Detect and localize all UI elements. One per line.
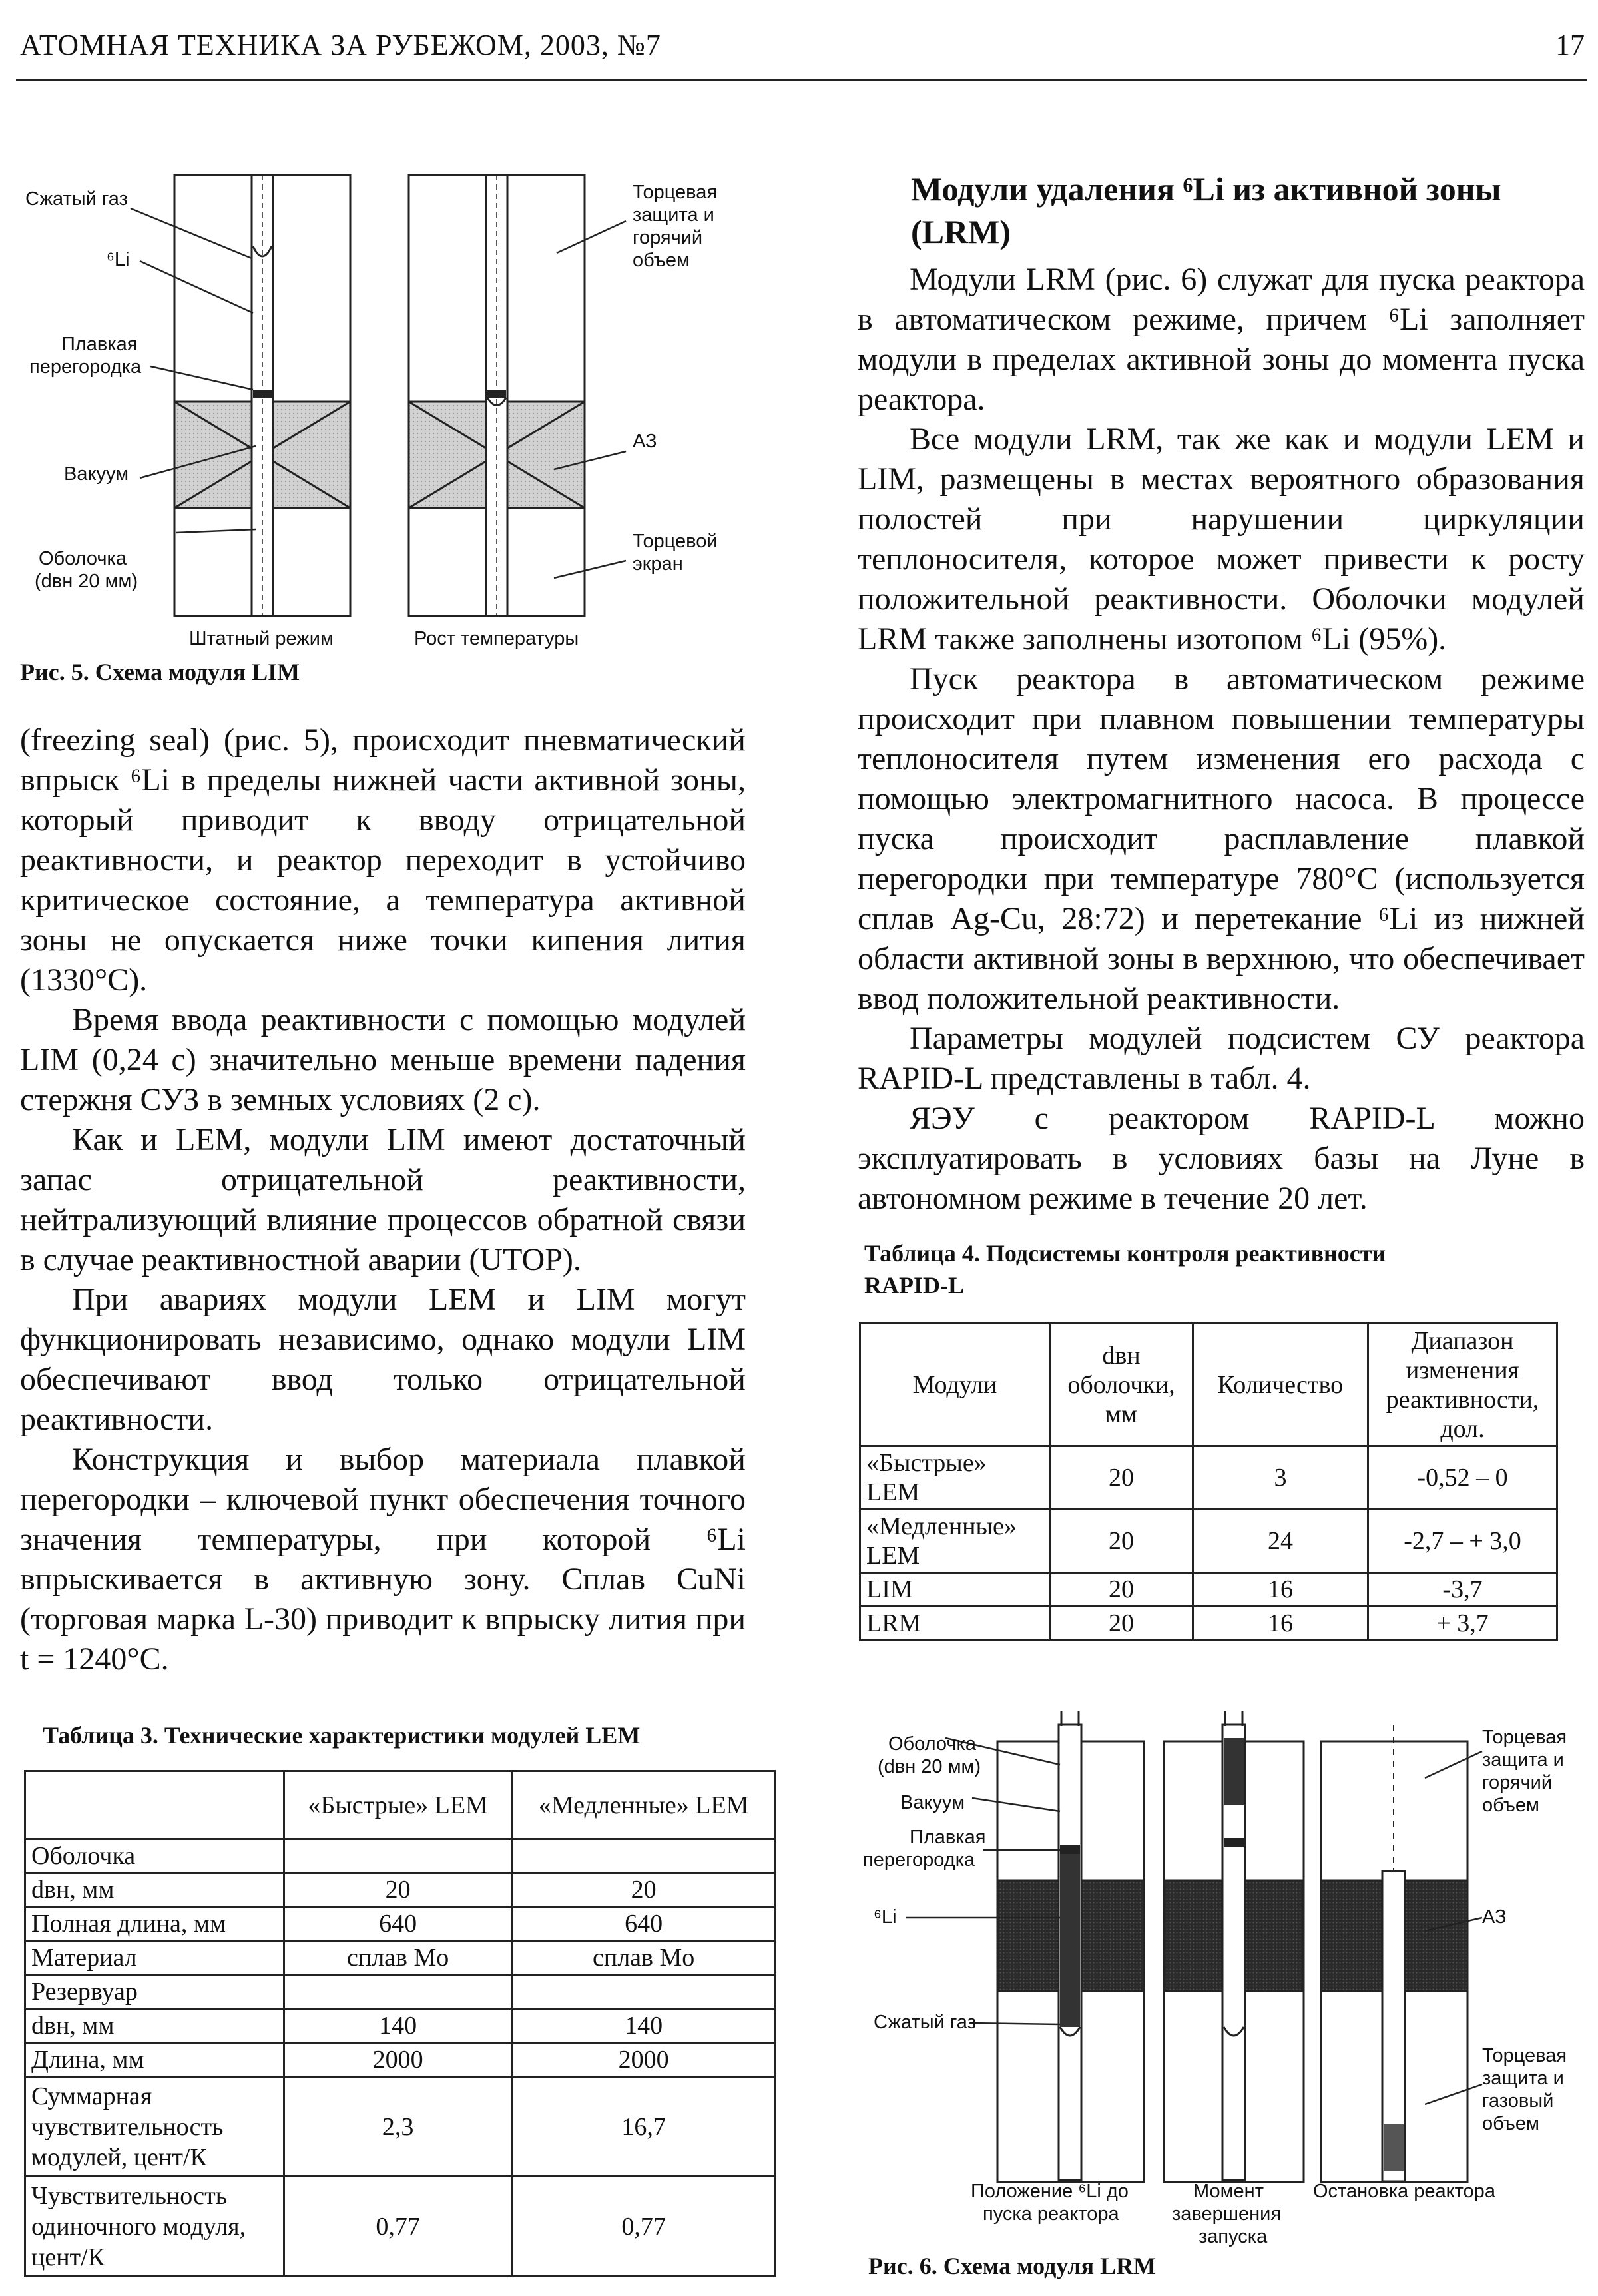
left-paragraph-1: (freezing seal) (рис. 5), происходит пневматический впрыск ⁶Li в пределы нижней части активной зоны, который приводит к вводу отрицательной реактивности, и реактор переходит в устойчиво критическое состояние, а температура активной зоны не опускается ниже точки кипения лития (1330°С). (20, 722, 746, 998)
fig5-label-partition-1: Плавкая (61, 334, 138, 355)
table4-cell: 20 (1050, 1573, 1193, 1607)
left-paragraph-5: Конструкция и выбор материала плавкой перегородки – ключевой пункт обеспечения точного значения температуры, при которой ⁶Li впрыскивается в активную зону. Сплав CuNi (торговая марка L-30) приводит к впрыску лития при t = 1240°С. (20, 1442, 746, 1677)
table4-head-cell: Модули (860, 1324, 1050, 1446)
table4-cell: 20 (1050, 1510, 1193, 1573)
page-number: 17 (1555, 29, 1585, 61)
table3-cell: 20 (284, 1873, 512, 1907)
table3-cell: 2000 (512, 2043, 776, 2077)
fig6-label-endshield-bot-3: газовый (1482, 2090, 1554, 2112)
table3-head-cell: «Медленные» LEM (512, 1771, 776, 1839)
table-row (25, 1907, 776, 1941)
table4-cell: «Быстрые» LEM (860, 1446, 1050, 1510)
fig6-label-cladding-2: (dвн 20 мм) (878, 1756, 981, 1777)
table3-cell: Оболочка (25, 1839, 284, 1873)
fig6-label-pos2-c: запуска (1198, 2226, 1268, 2247)
table3-cell (284, 1839, 512, 1873)
fig5-label-endshield-4: объем (633, 250, 690, 271)
fig6-label-gas: Сжатый газ (874, 2012, 976, 2033)
fig5-label-vacuum: Вакуум (64, 463, 129, 485)
section-heading: Модули удаления ⁶Li из активной зоны (LRM) (911, 170, 1501, 250)
table3-cell: Материал (25, 1941, 284, 1975)
fig6-label-li: ⁶Li (874, 1906, 897, 1928)
table3-cell (512, 1975, 776, 2009)
table3-cell: Полная длина, мм (25, 1907, 284, 1941)
fig5-label-normal-mode: Штатный режим (189, 628, 334, 649)
table3-caption: Таблица 3. Технические характеристики модулей LEM (43, 1722, 641, 1749)
table4-head-cell: dвн оболочки, мм (1050, 1324, 1193, 1446)
table3-cell (512, 1839, 776, 1873)
fig6-label-cladding-1: Оболочка (888, 1733, 976, 1755)
fig5-label-endscreen-2: экран (633, 553, 683, 575)
table4-cell: 20 (1050, 1446, 1193, 1510)
table3-cell: сплав Mo (284, 1941, 512, 1975)
table3-corner-cell (25, 1771, 284, 1839)
table4-head-cell: Диапазон изменения реактивности, дол. (1368, 1324, 1557, 1446)
fig6-label-pos3: Остановка реактора (1313, 2181, 1495, 2202)
table-row (25, 2177, 776, 2277)
table3-cell: 16,7 (512, 2077, 776, 2177)
table3-cell: dвн, мм (25, 2009, 284, 2043)
table4-cell: 24 (1193, 1510, 1368, 1573)
table3-cell: 2000 (284, 2043, 512, 2077)
table-row (25, 1873, 776, 1907)
table3-cell (284, 1975, 512, 2009)
right-paragraph-1: Модули LRM (рис. 6) служат для пуска реактора в автоматическом режиме, причем ⁶Li заполняет модули в пределах активной зоны до момента пуска реактора. (858, 262, 1585, 417)
table-row (25, 2077, 776, 2177)
fig5-label-endscreen-1: Торцевой (633, 531, 718, 552)
fig5-label-endshield-2: защита и (633, 204, 714, 226)
fig5-caption: Рис. 5. Схема модуля LIM (20, 659, 300, 685)
table-row (860, 1573, 1557, 1607)
journal-title: АТОМНАЯ ТЕХНИКА ЗА РУБЕЖОМ, 2003, №7 (20, 29, 661, 61)
table4-cell: 3 (1193, 1446, 1368, 1510)
table3-cell: 640 (512, 1907, 776, 1941)
fig6-label-core: АЗ (1482, 1906, 1507, 1928)
table4-header-row (860, 1324, 1557, 1446)
table-row (860, 1510, 1557, 1573)
left-column-text (20, 720, 746, 1679)
right-paragraph-2: Все модули LRM, так же как и модули LEM и LIM, размещены в местах вероятного образования полостей при нарушении циркуляции теплоносителя, которое может привести к росту положительной реактивности. Оболочки модулей LRM также заполнены изотопом ⁶Li (95%). (858, 422, 1585, 657)
table3-head-cell: «Быстрые» LEM (284, 1771, 512, 1839)
table4-cell: 16 (1193, 1573, 1368, 1607)
fig6-label-pos2-b: завершения (1172, 2203, 1282, 2225)
fig6-label-endshield-top-4: объем (1482, 1795, 1539, 1816)
table4-cell: -2,7 – + 3,0 (1368, 1510, 1557, 1573)
table3-cell: 140 (284, 2009, 512, 2043)
table4-cell: 20 (1050, 1607, 1193, 1641)
left-paragraph-3: Как и LEM, модули LIM имеют достаточный запас отрицательной реактивности, нейтрализующий влияние процессов обратной связи в случае реактивностной аварии (UTOP). (20, 1122, 746, 1277)
table3-cell: Резервуар (25, 1975, 284, 2009)
table4-cell: 16 (1193, 1607, 1368, 1641)
right-paragraph-4: Параметры модулей подсистем СУ реактора RAPID-L представлены в табл. 4. (858, 1021, 1585, 1096)
table3-cell: 140 (512, 2009, 776, 2043)
fig6-label-endshield-top-3: горячий (1482, 1772, 1553, 1793)
table3-header-row (25, 1771, 776, 1839)
fig6-label-partition-2: перегородка (863, 1849, 975, 1870)
fig5-label-core: АЗ (633, 431, 657, 452)
header-rule (16, 79, 1587, 81)
figure-6-diagram (852, 1711, 1585, 2204)
fig5-label-cladding-2: (dвн 20 мм) (35, 571, 138, 592)
right-paragraph-5: ЯЭУ с реактором RAPID-L можно эксплуатировать в условиях базы на Луне в автономном режиме в течение 20 лет. (858, 1101, 1585, 1216)
right-paragraph-3: Пуск реактора в автоматическом режиме происходит при плавном повышении температуры теплоносителя путем изменения его расхода с помощью электромагнитного насоса. В процессе пуска происходит расплавление плавкой перегородки при температуре 780°С (используется сплав Ag-Cu, 28:72) и перетекание ⁶Li из нижней области активной зоны в верхнюю, что обеспечивает ввод положительной реактивности. (858, 661, 1585, 1016)
left-paragraph-4: При авариях модули LEM и LIM могут функционировать независимо, однако модули LIM обеспечивают ввод только отрицательной реактивности. (20, 1282, 746, 1437)
fig6-label-partition-1: Плавкая (910, 1827, 986, 1848)
fig5-label-partition-2: перегородка (29, 356, 142, 378)
table-row (25, 1941, 776, 1975)
fig5-label-endshield-3: горячий (633, 227, 703, 248)
table4-head-cell: Количество (1193, 1324, 1368, 1446)
fig5-label-cladding-1: Оболочка (39, 548, 127, 569)
fig5-label-li: ⁶Li (107, 249, 130, 270)
fig5-label-endshield-1: Торцевая (633, 182, 718, 203)
fig6-label-pos1-a: Положение ⁶Li до (971, 2181, 1129, 2202)
table4 (859, 1322, 1558, 1641)
table-row (25, 1839, 776, 1873)
table4-cell: LRM (860, 1607, 1050, 1641)
table3-cell: Чувствительность одиночного модуля, цент/К (25, 2177, 284, 2277)
table4-cell: -3,7 (1368, 1573, 1557, 1607)
fig6-label-endshield-top-1: Торцевая (1482, 1727, 1567, 1748)
table3-cell: Длина, мм (25, 2043, 284, 2077)
table4-cell: -0,52 – 0 (1368, 1446, 1557, 1510)
table3-cell: 0,77 (284, 2177, 512, 2277)
fig6-label-vacuum: Вакуум (900, 1792, 965, 1813)
table3-cell: 20 (512, 1873, 776, 1907)
table3 (24, 1770, 776, 2277)
table3-cell: 640 (284, 1907, 512, 1941)
fig6-label-endshield-top-2: защита и (1482, 1749, 1564, 1771)
fig6-caption: Рис. 6. Схема модуля LRM (868, 2253, 1157, 2279)
fig6-label-endshield-bot-4: объем (1482, 2113, 1539, 2134)
table4-cell: + 3,7 (1368, 1607, 1557, 1641)
fig6-label-pos1-b: пуска реактора (983, 2203, 1119, 2225)
table4-cell: «Медленные» LEM (860, 1510, 1050, 1573)
table-row (25, 2009, 776, 2043)
table3-cell: dвн, мм (25, 1873, 284, 1907)
table-row (25, 2043, 776, 2077)
right-column-text (858, 260, 1585, 1219)
fig6-label-pos2-a: Момент (1193, 2181, 1264, 2202)
fig5-label-temp-rise: Рост температуры (414, 628, 579, 649)
table4-caption-line1: Таблица 4. Подсистемы контроля реактивности (864, 1240, 1386, 1267)
fig5-label-gas: Сжатый газ (25, 188, 128, 210)
table4-cell: LIM (860, 1573, 1050, 1607)
table-row (860, 1607, 1557, 1641)
fig6-label-endshield-bot-2: защита и (1482, 2068, 1564, 2089)
table3-cell: сплав Mo (512, 1941, 776, 1975)
table-row (25, 1975, 776, 2009)
table3-cell: Суммарная чувствительность модулей, цент/К (25, 2077, 284, 2177)
fig6-label-endshield-bot-1: Торцевая (1482, 2045, 1567, 2066)
table-row (860, 1446, 1557, 1510)
table4-caption-line2: RAPID-L (864, 1272, 964, 1298)
table3-cell: 2,3 (284, 2077, 512, 2177)
fig5-left-seal (253, 390, 272, 398)
table3-cell: 0,77 (512, 2177, 776, 2277)
left-paragraph-2: Время ввода реактивности с помощью модулей LIM (0,24 с) значительно меньше времени падения стержня СУЗ в земных условиях (2 с). (20, 1002, 746, 1117)
